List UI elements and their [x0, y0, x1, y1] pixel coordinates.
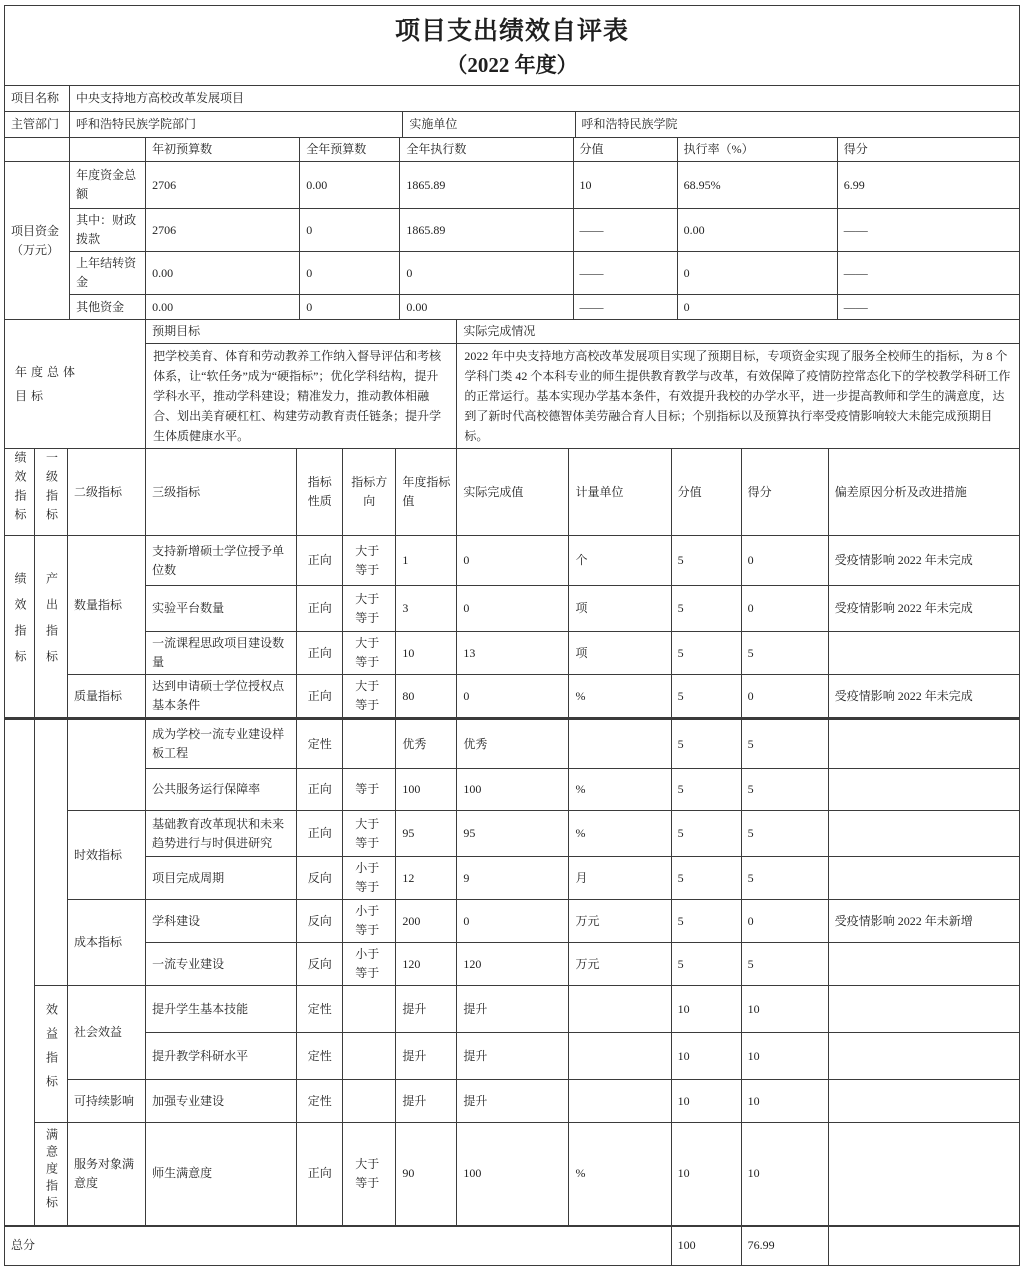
indicator-nature: 正向: [297, 632, 343, 675]
indicator-target: 提升: [396, 1080, 457, 1123]
indicator-nature: 反向: [297, 900, 343, 943]
indicator-score: 5: [741, 857, 828, 900]
indicator-score: 5: [741, 632, 828, 675]
funding-cell-rate: 0: [677, 252, 837, 295]
funding-cell-score: 6.99: [837, 162, 1019, 209]
indicator-name: 基础教育改革现状和未来趋势进行与时俱进研究: [146, 811, 297, 857]
indicator-weight: 10: [671, 1123, 741, 1226]
funding-cell-executed: 1865.89: [400, 209, 573, 252]
funding-cell-annual: 0: [300, 252, 400, 295]
indicator-nature: 定性: [297, 719, 343, 769]
cost-indicator-group: 成本指标: [68, 900, 146, 986]
indicator-target: 95: [396, 811, 457, 857]
indicator-direction: 大于等于: [343, 811, 396, 857]
actual-completion-text: 2022 年中央支持地方高校改革发展项目实现了预期目标，专项资金实现了服务全校师生的指标，为 8 个学科门类 42 个本科专业的师生提供教育教学与改革，有效保障了疫情防控常态化下的学校教学科研工作的正常运行。基本实现办学基本条件，有效提升我校的办学水平，进一步提高教师和学生的满意度，达到了新时代高校德智体美劳融合育人目标；个别指标以及预算执行率受疫情影响较大未能完成预期目标。: [457, 344, 1020, 449]
header-perf-indicator: 绩效指标: [5, 449, 35, 536]
indicator-unit: 项: [569, 586, 671, 632]
indicator-name: 师生满意度: [146, 1123, 297, 1226]
header-level1-indicator: 一级指标: [35, 449, 68, 536]
indicator-nature: 正向: [297, 769, 343, 811]
indicator-weight: 10: [671, 986, 741, 1033]
indicator-note: 受疫情影响 2022 年未完成: [828, 536, 1019, 586]
indicator-score: 10: [741, 1123, 828, 1226]
indicator-actual: 提升: [457, 1080, 569, 1123]
indicator-actual: 120: [457, 943, 569, 986]
project-name-value: 中央支持地方高校改革发展项目: [70, 86, 1020, 112]
annual-goal-label-text: 年度总体目标: [15, 365, 80, 403]
indicator-actual: 100: [457, 769, 569, 811]
indicator-note: 受疫情影响 2022 年未完成: [828, 675, 1019, 719]
funding-cell-executed: 0: [400, 252, 573, 295]
indicator-direction: 大于等于: [343, 1123, 396, 1226]
indicator-target: 100: [396, 769, 457, 811]
indicator-note: [828, 986, 1019, 1033]
indicator-nature: 正向: [297, 1123, 343, 1226]
indicators-table: [4, 448, 1020, 1266]
funding-header-rate: 执行率（%）: [677, 138, 837, 162]
indicator-weight: 5: [671, 536, 741, 586]
funding-cell-rate: 0: [677, 295, 837, 320]
page-subtitle: （2022 年度）: [446, 53, 578, 77]
funding-header-score: 得分: [837, 138, 1019, 162]
total-label: 总分: [5, 1226, 672, 1266]
indicator-nature: 定性: [297, 986, 343, 1033]
total-score: 76.99: [741, 1226, 828, 1266]
indicator-actual: 优秀: [457, 719, 569, 769]
indicator-unit: 万元: [569, 900, 671, 943]
indicator-actual: 0: [457, 586, 569, 632]
project-info-table: [4, 85, 1020, 138]
indicator-note: [828, 811, 1019, 857]
indicator-direction: [343, 1080, 396, 1123]
page-title: 项目支出绩效自评表: [394, 18, 629, 45]
total-weight: 100: [671, 1226, 741, 1266]
funding-cell-executed: 1865.89: [400, 162, 573, 209]
indicator-target: 提升: [396, 986, 457, 1033]
perf-indicator-group: 绩效指标: [5, 536, 35, 719]
funding-header-executed: 全年执行数: [400, 138, 573, 162]
indicator-unit: %: [569, 769, 671, 811]
indicator-note: [828, 1080, 1019, 1123]
indicator-score: 5: [741, 719, 828, 769]
indicator-direction: 大于等于: [343, 586, 396, 632]
indicator-direction: [343, 1033, 396, 1080]
header-weight: 分值: [671, 449, 741, 536]
quality-indicator-group: 质量指标: [68, 675, 146, 719]
expected-goal-header: 预期目标: [146, 320, 457, 344]
indicator-actual: 95: [457, 811, 569, 857]
empty-cell: [35, 719, 68, 986]
annual-goal-table: [4, 319, 1020, 449]
indicator-actual: 提升: [457, 1033, 569, 1080]
funding-cell-rate: 68.95%: [677, 162, 837, 209]
indicator-weight: 5: [671, 632, 741, 675]
indicator-note: [828, 943, 1019, 986]
indicator-weight: 10: [671, 1033, 741, 1080]
title-block: [4, 5, 1020, 85]
indicator-target: 10: [396, 632, 457, 675]
indicator-weight: 5: [671, 586, 741, 632]
indicator-actual: 0: [457, 900, 569, 943]
header-score: 得分: [741, 449, 828, 536]
funding-cell-executed: 0.00: [400, 295, 573, 320]
funding-header-initial: 年初预算数: [146, 138, 300, 162]
social-benefit-group: 社会效益: [68, 986, 146, 1080]
header-level2-indicator: 二级指标: [68, 449, 146, 536]
indicator-direction: 大于等于: [343, 536, 396, 586]
indicator-nature: 正向: [297, 536, 343, 586]
indicator-nature: 定性: [297, 1080, 343, 1123]
indicator-note: [828, 857, 1019, 900]
indicator-unit: [569, 986, 671, 1033]
indicator-target: 3: [396, 586, 457, 632]
indicator-score: 10: [741, 986, 828, 1033]
sustainability-group: 可持续影响: [68, 1080, 146, 1123]
quantity-indicator-group: 数量指标: [68, 536, 146, 675]
indicator-target: 12: [396, 857, 457, 900]
indicator-actual: 0: [457, 536, 569, 586]
indicator-weight: 5: [671, 811, 741, 857]
indicator-unit: %: [569, 1123, 671, 1226]
indicator-actual: 提升: [457, 986, 569, 1033]
header-unit: 计量单位: [569, 449, 671, 536]
indicator-actual: 0: [457, 675, 569, 719]
indicator-note: [828, 719, 1019, 769]
indicator-score: 0: [741, 536, 828, 586]
indicator-target: 90: [396, 1123, 457, 1226]
indicator-score: 5: [741, 943, 828, 986]
funding-section-label: 项目资金（万元）: [5, 162, 70, 320]
benefit-indicator-group: 效益指标: [35, 986, 68, 1123]
output-indicator-group: 产出指标: [35, 536, 68, 719]
funding-cell-initial: 2706: [146, 162, 300, 209]
impl-unit-value: 呼和浩特民族学院: [575, 112, 1019, 138]
indicator-name: 项目完成周期: [146, 857, 297, 900]
indicator-nature: 定性: [297, 1033, 343, 1080]
indicator-nature: 反向: [297, 857, 343, 900]
indicator-score: 10: [741, 1080, 828, 1123]
impl-unit-label: 实施单位: [403, 112, 575, 138]
empty-cell: [828, 1226, 1019, 1266]
indicator-unit: 个: [569, 536, 671, 586]
indicator-name: 提升学生基本技能: [146, 986, 297, 1033]
indicator-unit: 万元: [569, 943, 671, 986]
indicator-name: 支持新增硕士学位授予单位数: [146, 536, 297, 586]
indicator-unit: %: [569, 675, 671, 719]
indicator-name: 公共服务运行保障率: [146, 769, 297, 811]
annual-goal-label: [5, 320, 146, 449]
indicator-note: [828, 1123, 1019, 1226]
indicator-weight: 10: [671, 1080, 741, 1123]
funding-cell-score: ——: [837, 209, 1019, 252]
funding-row-label: 其他资金: [70, 295, 146, 320]
funding-header-annual: 全年预算数: [300, 138, 400, 162]
indicator-unit: [569, 719, 671, 769]
funding-header-weight: 分值: [573, 138, 677, 162]
empty-cell: [68, 719, 146, 811]
indicator-actual: 9: [457, 857, 569, 900]
header-deviation: 偏差原因分析及改进措施: [828, 449, 1019, 536]
table-frame: [4, 5, 1020, 1266]
indicator-weight: 5: [671, 900, 741, 943]
header-actual-value: 实际完成值: [457, 449, 569, 536]
indicator-unit: 月: [569, 857, 671, 900]
indicator-nature: 正向: [297, 586, 343, 632]
indicator-weight: 5: [671, 943, 741, 986]
indicator-direction: 小于等于: [343, 857, 396, 900]
header-level3-indicator: 三级指标: [146, 449, 297, 536]
indicator-note: [828, 1033, 1019, 1080]
indicator-name: 加强专业建设: [146, 1080, 297, 1123]
empty-cell: [70, 138, 146, 162]
indicator-score: 0: [741, 586, 828, 632]
indicator-target: 1: [396, 536, 457, 586]
funding-row-label: 其中：财政拨款: [70, 209, 146, 252]
satisfaction-indicator-group: 满意度指标: [35, 1123, 68, 1226]
indicator-score: 5: [741, 811, 828, 857]
header-annual-target: 年度指标值: [396, 449, 457, 536]
indicator-nature: 反向: [297, 943, 343, 986]
indicator-score: 10: [741, 1033, 828, 1080]
indicator-score: 0: [741, 675, 828, 719]
indicator-target: 80: [396, 675, 457, 719]
dept-value: 呼和浩特民族学院部门: [70, 112, 403, 138]
indicator-direction: 小于等于: [343, 943, 396, 986]
funding-cell-annual: 0: [300, 209, 400, 252]
header-nature: 指标性质: [297, 449, 343, 536]
indicator-target: 200: [396, 900, 457, 943]
funding-cell-rate: 0.00: [677, 209, 837, 252]
funding-cell-score: ——: [837, 295, 1019, 320]
indicator-name: 学科建设: [146, 900, 297, 943]
funding-cell-annual: 0: [300, 295, 400, 320]
funding-cell-weight: ——: [573, 295, 677, 320]
indicator-direction: 小于等于: [343, 900, 396, 943]
indicator-note: [828, 632, 1019, 675]
indicator-unit: 项: [569, 632, 671, 675]
indicator-note: [828, 769, 1019, 811]
indicator-direction: [343, 986, 396, 1033]
indicator-name: 一流课程思政项目建设数量: [146, 632, 297, 675]
indicator-weight: 5: [671, 675, 741, 719]
indicator-score: 0: [741, 900, 828, 943]
indicator-target: 优秀: [396, 719, 457, 769]
expected-goal-text: 把学校美育、体育和劳动教养工作纳入督导评估和考核体系，让“软任务”成为“硬指标”；优化学科结构，提升学科水平，推动学科建设；精准发力，推动教体相融合、划出美育硬杠杠、构建劳动教育责任链条；提升学生体质健康水平。: [146, 344, 457, 449]
funding-cell-initial: 0.00: [146, 295, 300, 320]
indicator-direction: 大于等于: [343, 675, 396, 719]
indicator-name: 提升教学科研水平: [146, 1033, 297, 1080]
funding-cell-initial: 2706: [146, 209, 300, 252]
indicator-name: 实验平台数量: [146, 586, 297, 632]
funding-row-label: 年度资金总额: [70, 162, 146, 209]
funding-cell-weight: 10: [573, 162, 677, 209]
funding-cell-initial: 0.00: [146, 252, 300, 295]
empty-cell: [5, 719, 35, 1226]
funding-cell-weight: ——: [573, 252, 677, 295]
funding-row-label: 上年结转资金: [70, 252, 146, 295]
indicator-target: 提升: [396, 1033, 457, 1080]
funding-cell-weight: ——: [573, 209, 677, 252]
dept-label: 主管部门: [5, 112, 70, 138]
indicator-name: 一流专业建设: [146, 943, 297, 986]
indicator-direction: [343, 719, 396, 769]
indicator-score: 5: [741, 769, 828, 811]
indicator-unit: [569, 1033, 671, 1080]
indicator-name: 成为学校一流专业建设样板工程: [146, 719, 297, 769]
timeliness-indicator-group: 时效指标: [68, 811, 146, 900]
indicator-unit: [569, 1080, 671, 1123]
indicator-target: 120: [396, 943, 457, 986]
indicator-direction: 等于: [343, 769, 396, 811]
header-direction: 指标方向: [343, 449, 396, 536]
actual-completion-header: 实际完成情况: [457, 320, 1020, 344]
indicator-note: 受疫情影响 2022 年未完成: [828, 586, 1019, 632]
indicator-weight: 5: [671, 719, 741, 769]
indicator-direction: 大于等于: [343, 632, 396, 675]
empty-cell: [5, 138, 70, 162]
indicator-unit: %: [569, 811, 671, 857]
indicator-name: 达到申请硕士学位授权点基本条件: [146, 675, 297, 719]
indicator-note: 受疫情影响 2022 年未新增: [828, 900, 1019, 943]
indicator-nature: 正向: [297, 675, 343, 719]
service-target-satisfaction-group: 服务对象满意度: [68, 1123, 146, 1226]
funding-table: [4, 137, 1020, 320]
indicator-weight: 5: [671, 769, 741, 811]
funding-cell-annual: 0.00: [300, 162, 400, 209]
indicator-nature: 正向: [297, 811, 343, 857]
indicator-actual: 13: [457, 632, 569, 675]
project-name-label: 项目名称: [5, 86, 70, 112]
indicator-actual: 100: [457, 1123, 569, 1226]
funding-cell-score: ——: [837, 252, 1019, 295]
indicator-weight: 5: [671, 857, 741, 900]
